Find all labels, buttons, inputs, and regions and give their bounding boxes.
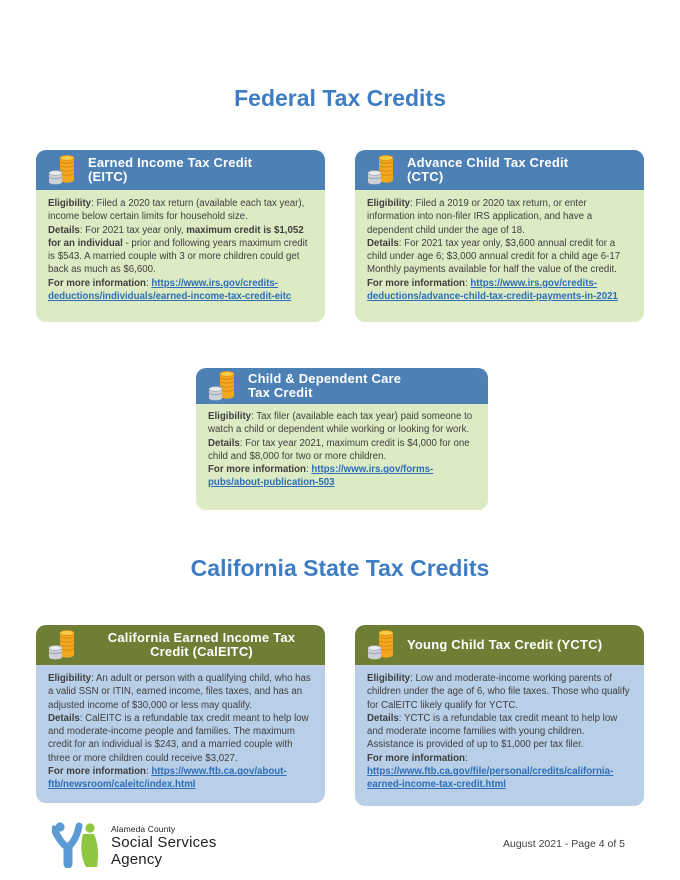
- bold-label: Eligibility: [367, 198, 411, 209]
- bold-label: For more information: [48, 766, 146, 778]
- text-run: : For tax year 2021, maximum credit is $4,000 for one child and $8,000 for two or more children.: [208, 437, 470, 462]
- card-link[interactable]: https://www.irs.gov/credits-deductions/individuals/earned-income-tax-credit-eitc: [48, 277, 292, 303]
- card-title-line: Earned Income Tax Credit: [88, 154, 253, 170]
- bold-label: Eligibility: [48, 198, 92, 209]
- card-cdc-title: [248, 372, 478, 401]
- text-run: - prior and following years maximum credit is $543. A married couple with 3 or more children could get back as much as $6,600.: [48, 237, 308, 276]
- bold-label: maximum credit is $1,052 for an individual: [48, 224, 304, 249]
- california-section-title: California State Tax Credits: [190, 555, 490, 581]
- card-link[interactable]: https://www.irs.gov/forms-pubs/about-publication-503: [208, 464, 434, 489]
- text-run: : Tax filer (available each tax year) paid someone to watch a child or dependent while working or looking for work.: [208, 411, 473, 436]
- card-eitc-body: [36, 190, 325, 322]
- text-run: : For 2021 tax year only,: [79, 224, 187, 236]
- card-paragraph: [48, 712, 313, 765]
- card-caleitc-body: [36, 665, 325, 803]
- bold-label: Details: [367, 712, 399, 724]
- agency-logo-text: [111, 820, 217, 868]
- bold-label: Details: [48, 712, 80, 724]
- card-caleitc-title: [88, 631, 315, 660]
- card-paragraph: [48, 672, 313, 712]
- federal-section-title: Federal Tax Credits: [234, 85, 446, 111]
- card-paragraph: [367, 752, 632, 765]
- text-run: :: [305, 464, 312, 476]
- card-link[interactable]: https://www.irs.gov/credits-deductions/advance-child-tax-credit-payments-in-2021: [367, 277, 618, 303]
- bold-label: Details: [208, 437, 240, 449]
- card-title-line: Credit (CalEITC): [150, 644, 253, 659]
- card-cdc-header: [196, 368, 488, 404]
- card-child-dependent-care: [196, 368, 488, 510]
- agency-logo-icon: [52, 820, 106, 868]
- card-ctc-header: [355, 150, 644, 190]
- agency-logo: [52, 820, 217, 868]
- text-run: :: [145, 766, 152, 778]
- card-cdc-body: [196, 404, 488, 510]
- text-run: : Low and moderate-income working parents of children under the age of 6, who file taxes. Those who qualify for CalEITC likely qualify for YCTC.: [367, 673, 630, 711]
- card-paragraph: [367, 197, 632, 237]
- card-title-line: Child & Dependent Care: [248, 370, 402, 386]
- card-title-line: Advance Child Tax Credit: [407, 154, 569, 170]
- card-eitc: [36, 150, 325, 322]
- card-yctc-title: [407, 638, 634, 653]
- agency-name-line1: Social Services: [111, 834, 217, 851]
- page-number: August 2021 - Page 4 of 5: [502, 838, 625, 850]
- text-run: :: [464, 277, 471, 289]
- coin-stack-icon: [367, 154, 397, 186]
- text-run: : YCTC is a refundable tax credit meant to help low and moderate income families with young children. Assistance is provided of up to $1,000 per tax filer.: [367, 712, 618, 751]
- card-paragraph: [208, 437, 476, 464]
- bold-label: For more information: [48, 277, 146, 289]
- card-eitc-title: [88, 156, 315, 185]
- text-run: : Filed a 2019 or 2020 tax return, or enter information into non-filer IRS application, and have a dependent child under the age of 18.: [367, 198, 593, 236]
- card-eitc-header: [36, 150, 325, 190]
- card-title-line: Young Child Tax Credit (YCTC): [407, 636, 603, 652]
- bold-label: Eligibility: [367, 673, 411, 684]
- coin-stack-icon: [208, 370, 238, 402]
- card-link[interactable]: https://www.ftb.ca.gov/about-ftb/newsroom/caleitc/index.html: [48, 766, 287, 791]
- card-yctc: [355, 625, 644, 806]
- card-ctc-title: [407, 156, 634, 185]
- card-ctc-body: [355, 190, 644, 322]
- card-paragraph: [48, 277, 313, 304]
- card-paragraph: [367, 765, 632, 792]
- text-run: : CalEITC is a refundable tax credit meant to help low and moderate-income people and families. The maximum credit for an individual is $243, and a married couple with three or more children could receive $3,027.: [48, 712, 309, 764]
- coin-stack-icon: [48, 629, 78, 661]
- text-run: : Filed a 2020 tax return (available each tax year), income below certain limits for household size.: [48, 198, 305, 223]
- card-title-line: (CTC): [407, 169, 444, 184]
- card-paragraph: [367, 237, 632, 277]
- agency-name-line2: Agency: [111, 851, 163, 868]
- card-ctc: [355, 150, 644, 322]
- bold-label: Details: [48, 224, 80, 236]
- bold-label: For more information: [367, 752, 465, 764]
- text-run: :: [464, 752, 468, 764]
- card-paragraph: [367, 672, 632, 712]
- card-paragraph: [367, 712, 632, 752]
- bold-label: Eligibility: [208, 411, 252, 422]
- card-caleitc-header: [36, 625, 325, 665]
- text-run: : An adult or person with a qualifying child, who has a valid SSN or ITIN, earned income, files taxes, and has an adjusted income of $30,000 or less may qualify.: [48, 673, 311, 711]
- card-yctc-body: [355, 665, 644, 806]
- card-paragraph: [208, 410, 476, 437]
- card-paragraph: [48, 197, 313, 224]
- card-yctc-header: [355, 625, 644, 665]
- bold-label: Eligibility: [48, 673, 92, 684]
- bold-label: For more information: [208, 464, 306, 476]
- card-paragraph: [48, 765, 313, 792]
- card-paragraph: [208, 463, 476, 490]
- agency-county-label: Alameda County: [111, 824, 176, 834]
- bold-label: Details: [367, 237, 399, 249]
- card-paragraph: [48, 224, 313, 277]
- card-caleitc: [36, 625, 325, 803]
- card-paragraph: [367, 277, 632, 304]
- text-run: :: [145, 277, 152, 289]
- card-title-line: (EITC): [88, 169, 128, 184]
- card-title-line: Tax Credit: [248, 385, 313, 400]
- text-run: : For 2021 tax year only, $3,600 annual credit for a child under age 6; $3,000 annual credit for a child age 6-17 Monthly payments available for half the value of the credit.: [367, 237, 621, 276]
- card-link[interactable]: https://www.ftb.ca.gov/file/personal/credits/california-earned-income-tax-credit.html: [367, 766, 614, 791]
- card-title-line: California Earned Income Tax: [107, 629, 296, 645]
- coin-stack-icon: [48, 154, 78, 186]
- bold-label: For more information: [367, 277, 465, 289]
- coin-stack-icon: [367, 629, 397, 661]
